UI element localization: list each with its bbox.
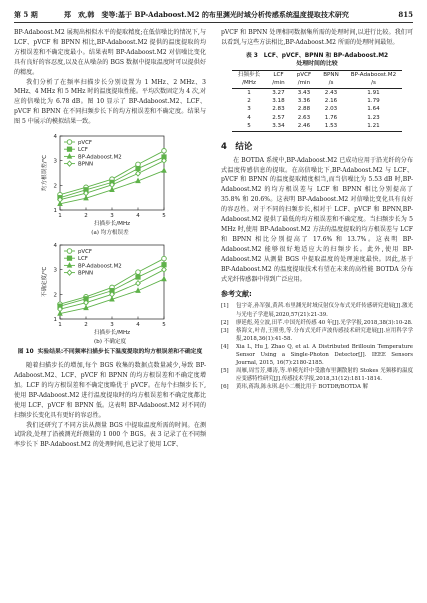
right-column (221, 28, 413, 598)
table-caption (221, 52, 413, 68)
table-cell: 2.46 (291, 122, 318, 131)
legend-marker (67, 256, 72, 261)
references-heading: 参考文献: (221, 290, 252, 299)
reference-item (221, 367, 413, 383)
column-unit: /MHz (232, 79, 266, 88)
y-tick-label: 2 (53, 183, 57, 190)
y-tick-label: 3 (53, 158, 57, 165)
table-cell: 3.34 (266, 122, 290, 131)
paragraph: 我们还研究了不同方法从测量 BGS 中提取温度所需的时间。在测试阶段,处理了沿被测光纤测量的 1 000 个 BGS。表 3 记录了在不同频率步长下 BP-Adaboost.M2 的处理时间,也记录了使用 LCF、 (14, 421, 206, 449)
table-cell: 3 (247, 106, 251, 113)
reference-list (221, 302, 413, 391)
figure-10 (14, 130, 206, 356)
legend-marker (67, 147, 72, 152)
figure-number: 图 10 (17, 349, 34, 356)
reference-text: 周雁,周雪芳,卿涛,等.单模光纤中受激布里渊散射的 Stokes 光频移的温度应变感特性研究[J].传感技术学报,2018,31(12):1811-1814. (236, 368, 413, 383)
data-point (136, 281, 141, 286)
column-header: pVCF (291, 70, 318, 79)
table-cell: 5 (232, 122, 266, 131)
x-tick-label: 2 (84, 322, 88, 329)
x-tick-label: 1 (58, 213, 62, 220)
x-tick-label: 4 (136, 213, 140, 220)
legend-marker (67, 161, 72, 166)
figure-caption-text: 实验结果:不同频率扫描步长下温度提取的均方根误差和不确定度 (37, 349, 203, 356)
reference-item (221, 319, 413, 327)
reference-text: 黄玮,蒋海,陈永琪.赵小二概比用于 BOTDR/BOTDA 解 (236, 384, 368, 391)
table-cell: 2.43 (324, 89, 338, 96)
reference-text: Xia L, Hu J, Zhao Q, et al. A Distributed Brillouin Temperature Sensor Using a Single-Photon Detector[J]. IEEE Sensors Journal, 2015, 16(7):2180-2185. (236, 343, 413, 367)
subcaption-b: (b) 不确定度 (93, 339, 127, 346)
table-cell: 1.91 (367, 89, 380, 96)
data-point (162, 276, 167, 281)
table-row (232, 97, 402, 105)
reference-text: 包宇奇,孙军强,黄茜.布里渊光时域反射仪分布式光纤传感研究进展[J].激光与光电子学进展,2020,57(21):21-39. (236, 303, 413, 318)
table-cell: 2.03 (324, 106, 338, 113)
table-cell: 1.64 (367, 106, 380, 113)
y-tick-label: 1 (53, 208, 57, 215)
legend-label: BP-Adaboost.M2 (78, 154, 122, 161)
uncertainty-chart (14, 239, 206, 337)
legend-label: pVCF (78, 140, 92, 147)
table-cell: 1.23 (367, 114, 380, 121)
table-cell: 2.16 (324, 98, 338, 105)
column-header: 扫频步长 (232, 70, 266, 79)
reference-text: 廖延彪,苑立波,田芊.中国光纤传感 40 年[J].光学学报,2018,38(3):10-28. (236, 319, 413, 326)
y-tick-label: 3 (53, 267, 57, 274)
table-cell: 2.57 (272, 114, 285, 121)
table-cell: 3.43 (297, 89, 311, 96)
data-point (162, 168, 167, 173)
paragraph: pVCF 和 BPNN 处理相同数据集所需的处理时间,以进行比较。我们可以看到,与这些方法相比,BP-Adaboost.M2 所需的处理时间最短。 (221, 29, 413, 46)
y-tick-label: 1 (53, 317, 57, 324)
reference-number: [6] (221, 384, 229, 391)
figure-caption (14, 348, 206, 356)
x-tick-label: 5 (162, 213, 166, 220)
x-axis-label: 扫描步长/MHz (93, 330, 131, 337)
section-heading: 4 结论 (221, 141, 253, 152)
left-column (14, 28, 206, 598)
column-unit: /s (317, 79, 345, 88)
data-point (136, 275, 141, 280)
data-point (162, 149, 167, 154)
data-point (136, 166, 141, 171)
table-cell: 1.53 (317, 122, 345, 131)
paragraph: BP-Adaboost.M2 展现出相似水平的提取精度;在低信噪比的情况下,与 LCF、pVCF 和 BPNN 相比,BP-Adaboost.M2 提供的温度提取的均方根误差和不确定度最小。结果表明 BP-Adaboost.M2 对信噪比变化具有良好的容忍度,以及在从噪杂的 BGS 数据中提取温度时可以提供好的精度。 (14, 29, 206, 76)
rmse-chart (14, 130, 206, 228)
table-cell: 1 (247, 89, 251, 96)
column-unit: /s (345, 79, 402, 88)
reference-text: 蔡海文,叶青,王照勇,等.分布式光纤声波传感技术研究进展[J].应用科学学报,2018,36(1):41-58. (236, 327, 413, 342)
table-caption-line: 处理时间的比较 (296, 60, 338, 67)
page-number: 815 (398, 10, 413, 19)
y-tick-label: 4 (53, 134, 57, 141)
plot-frame (60, 136, 164, 210)
paragraph: 随着扫描步长的增加,每个 BGS 收集的数据点数量减少,导致 BP-Adaboost.M2、LCF、pVCF 和 BPNN 的均方根误差和不确定度增加。LCF 的均方根误差和不确定度略优于 pVCF。在每个扫频步长下,使用 BP-Adaboost.M2 进行温度提取时的均方根误差和不确定度都比使用 LCF、pVCF 和 BPNN 低。这表明 BP-Adaboost.M2 对不同的扫频步长变化具有更好的容忍性。 (14, 362, 206, 419)
data-point (162, 267, 167, 272)
table-caption-line: 表 3 LCF、pVCF、BPNN 和 BP-Adaboost.M2 (245, 52, 389, 59)
table-row (232, 88, 402, 97)
table-header-row (232, 79, 402, 88)
x-tick-label: 2 (84, 213, 88, 220)
x-axis-label: 扫描步长/MHz (93, 221, 131, 228)
legend-label: BP-Adaboost.M2 (78, 263, 122, 270)
legend-label: pVCF (78, 249, 92, 256)
data-point (162, 256, 167, 261)
reference-item (221, 327, 413, 343)
table-cell: 3.27 (272, 89, 285, 96)
data-point (136, 270, 141, 275)
x-tick-label: 3 (110, 213, 114, 220)
legend-label: BPNN (78, 270, 94, 277)
x-tick-label: 4 (136, 322, 140, 329)
table-cell: 4 (247, 114, 251, 121)
y-tick-label: 2 (53, 292, 57, 299)
table-row (232, 105, 402, 113)
legend-marker (67, 249, 72, 254)
x-tick-label: 1 (58, 322, 62, 329)
reference-item (221, 302, 413, 318)
table-cell: 2.88 (297, 106, 311, 113)
table-row (232, 122, 402, 131)
legend-label: LCF (78, 256, 88, 263)
legend-label: LCF (78, 147, 88, 154)
issue-number: 第 5 期 (14, 10, 38, 19)
column-unit: /min (291, 79, 318, 88)
reference-number: [4] (221, 343, 229, 350)
column-header: LCF (266, 70, 290, 79)
data-point (136, 171, 141, 176)
running-title: 郑 欢,韩 斐等:基于 BP-Adaboost.M2 的布里渊光时域分析传感系统温度提取技术研究 (64, 10, 349, 19)
y-tick-label: 4 (53, 243, 57, 250)
table-cell: 1.21 (345, 122, 402, 131)
reference-item (221, 383, 413, 391)
y-axis-label: 不确定度/℃ (42, 266, 48, 298)
reference-number: [2] (221, 319, 229, 326)
column-header: BPNN (317, 70, 345, 79)
table-cell: 1.79 (367, 98, 380, 105)
legend-marker (67, 270, 72, 275)
x-tick-label: 3 (110, 322, 114, 329)
reference-number: [1] (221, 303, 229, 310)
y-axis-label: 均方根误差/℃ (42, 154, 48, 192)
x-tick-label: 5 (162, 322, 166, 329)
legend-label: BPNN (78, 161, 94, 168)
subcaption-a: (a) 均方根误差 (91, 230, 129, 237)
table-cell: 1.76 (324, 114, 338, 121)
reference-number: [3] (221, 327, 229, 334)
reference-item (221, 343, 413, 367)
table-cell: 3.36 (297, 98, 311, 105)
table-3 (232, 70, 402, 132)
plot-frame (60, 245, 164, 319)
reference-number: [5] (221, 368, 229, 375)
table-cell: 2.83 (272, 106, 285, 113)
table-cell: 2.63 (297, 114, 311, 121)
table-cell: 2 (247, 98, 251, 105)
column-header: BP-Adaboost.M2 (345, 70, 402, 79)
paragraph: 在 BOTDA 系统中,BP-Adaboost.M2 已成功应用于沿光纤的分布式温度传感信息的提取。在高信噪比下,BP-Adaboost.M2 与 LCF、pVCF 和 BPNN 的温度提取精度相当,而当信噪比为 5.53 dB 时,BP-Adaboost.M2 的均方根误差与 LCF 和 BPNN 相比分别提高了 35.8% 和 20.6%。这表明 BP-Adaboost.M2 对信噪比变化具有良好的容忍性。对于不同的扫频步长,相对于 LCF、pVCF 和 BPNN,BP-Adaboost.M2 提供了最低的均方根误差和不确定度。当扫频步长为 5 MHz 时,使用 BP-Adaboost.M2 方法的温度提取的均方根误差与 LCF 和 BPNN 相比分别提高了 17.6% 和 13.7%。这表明 BP-Adaboost.M2 能够很好地适应大的扫频步长。此外,使用 BP-Adaboost.M2 从测量 BGS 中提取温度的处理速度最快。因此,基于 BP-Adaboost.M2 的温度提取技术有望在未来的高性能 BOTDA 分布式光纤传感器中得到广泛应用。 (221, 156, 413, 283)
table-header-row (232, 70, 402, 79)
legend-marker (67, 140, 72, 145)
table-cell: 3.18 (272, 98, 285, 105)
column-unit: /min (266, 79, 290, 88)
data-point (162, 262, 167, 267)
table-row (232, 114, 402, 122)
running-header (14, 8, 413, 23)
paragraph: 我们分析了在频率扫描步长分别设置为 1 MHz、2 MHz、3 MHz、4 MHz 和 5 MHz 时的温度提取性能。平均次数固定为 4 次,对应的信噪比为 6.78 dB。图 10 显示了 BP-Adaboost.M2、LCF、pVCF 和 BPNN 在不同扫频步长下的均方根误差和不确定度。结果与图 5 中展示的模拟结果一致。 (14, 78, 206, 126)
